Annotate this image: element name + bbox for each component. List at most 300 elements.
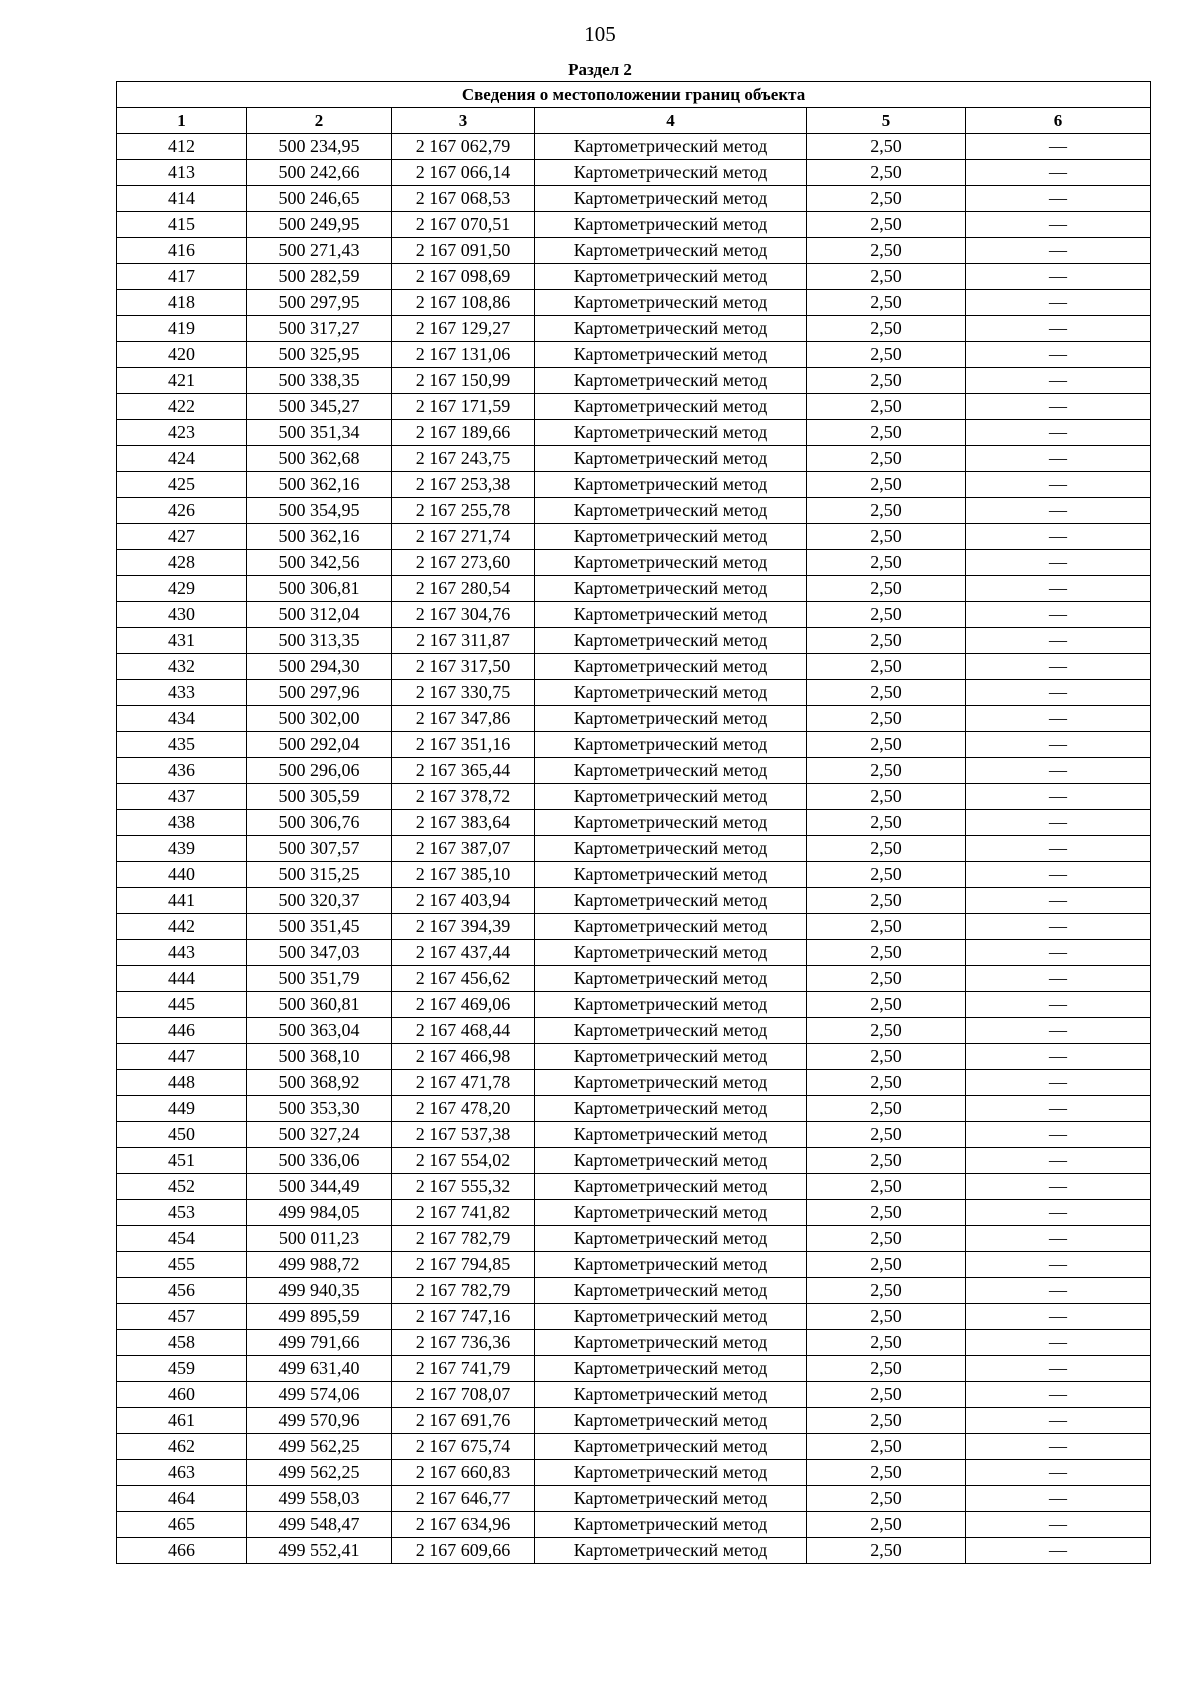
description-cell: — bbox=[966, 628, 1151, 654]
method-cell: Картометрический метод bbox=[535, 966, 807, 992]
accuracy-cell: 2,50 bbox=[807, 1044, 966, 1070]
point-number-cell: 466 bbox=[117, 1538, 247, 1564]
accuracy-cell: 2,50 bbox=[807, 1122, 966, 1148]
description-cell: — bbox=[966, 1226, 1151, 1252]
x-coordinate-cell: 500 271,43 bbox=[247, 238, 392, 264]
accuracy-cell: 2,50 bbox=[807, 238, 966, 264]
x-coordinate-cell: 500 297,95 bbox=[247, 290, 392, 316]
point-number-cell: 412 bbox=[117, 134, 247, 160]
y-coordinate-cell: 2 167 555,32 bbox=[392, 1174, 535, 1200]
table-row bbox=[117, 160, 1151, 186]
method-cell: Картометрический метод bbox=[535, 1512, 807, 1538]
point-number-cell: 439 bbox=[117, 836, 247, 862]
column-header: 4 bbox=[535, 108, 807, 134]
x-coordinate-cell: 500 315,25 bbox=[247, 862, 392, 888]
table-row bbox=[117, 1434, 1151, 1460]
description-cell: — bbox=[966, 1148, 1151, 1174]
method-cell: Картометрический метод bbox=[535, 1252, 807, 1278]
x-coordinate-cell: 500 292,04 bbox=[247, 732, 392, 758]
y-coordinate-cell: 2 167 317,50 bbox=[392, 654, 535, 680]
method-cell: Картометрический метод bbox=[535, 212, 807, 238]
table-row bbox=[117, 1356, 1151, 1382]
method-cell: Картометрический метод bbox=[535, 264, 807, 290]
table-row bbox=[117, 966, 1151, 992]
description-cell: — bbox=[966, 1278, 1151, 1304]
accuracy-cell: 2,50 bbox=[807, 1408, 966, 1434]
x-coordinate-cell: 500 368,10 bbox=[247, 1044, 392, 1070]
table-row bbox=[117, 888, 1151, 914]
table-row bbox=[117, 290, 1151, 316]
accuracy-cell: 2,50 bbox=[807, 394, 966, 420]
boundary-coordinates-table bbox=[116, 81, 1151, 1564]
y-coordinate-cell: 2 167 646,77 bbox=[392, 1486, 535, 1512]
x-coordinate-cell: 500 363,04 bbox=[247, 1018, 392, 1044]
description-cell: — bbox=[966, 1070, 1151, 1096]
method-cell: Картометрический метод bbox=[535, 680, 807, 706]
column-header: 1 bbox=[117, 108, 247, 134]
x-coordinate-cell: 500 351,45 bbox=[247, 914, 392, 940]
accuracy-cell: 2,50 bbox=[807, 160, 966, 186]
method-cell: Картометрический метод bbox=[535, 1382, 807, 1408]
accuracy-cell: 2,50 bbox=[807, 888, 966, 914]
point-number-cell: 464 bbox=[117, 1486, 247, 1512]
accuracy-cell: 2,50 bbox=[807, 1356, 966, 1382]
table-row bbox=[117, 1148, 1151, 1174]
table-row bbox=[117, 264, 1151, 290]
point-number-cell: 414 bbox=[117, 186, 247, 212]
y-coordinate-cell: 2 167 403,94 bbox=[392, 888, 535, 914]
method-cell: Картометрический метод bbox=[535, 1174, 807, 1200]
accuracy-cell: 2,50 bbox=[807, 524, 966, 550]
accuracy-cell: 2,50 bbox=[807, 1070, 966, 1096]
accuracy-cell: 2,50 bbox=[807, 810, 966, 836]
table-row bbox=[117, 1512, 1151, 1538]
accuracy-cell: 2,50 bbox=[807, 784, 966, 810]
accuracy-cell: 2,50 bbox=[807, 1512, 966, 1538]
x-coordinate-cell: 500 362,16 bbox=[247, 472, 392, 498]
point-number-cell: 416 bbox=[117, 238, 247, 264]
x-coordinate-cell: 499 562,25 bbox=[247, 1460, 392, 1486]
column-header: 2 bbox=[247, 108, 392, 134]
description-cell: — bbox=[966, 524, 1151, 550]
description-cell: — bbox=[966, 1018, 1151, 1044]
point-number-cell: 458 bbox=[117, 1330, 247, 1356]
page-number: 105 bbox=[584, 22, 616, 46]
description-cell: — bbox=[966, 212, 1151, 238]
y-coordinate-cell: 2 167 634,96 bbox=[392, 1512, 535, 1538]
table-row bbox=[117, 212, 1151, 238]
point-number-cell: 438 bbox=[117, 810, 247, 836]
table-row bbox=[117, 1304, 1151, 1330]
method-cell: Картометрический метод bbox=[535, 342, 807, 368]
y-coordinate-cell: 2 167 383,64 bbox=[392, 810, 535, 836]
accuracy-cell: 2,50 bbox=[807, 134, 966, 160]
method-cell: Картометрический метод bbox=[535, 316, 807, 342]
point-number-cell: 453 bbox=[117, 1200, 247, 1226]
y-coordinate-cell: 2 167 273,60 bbox=[392, 550, 535, 576]
description-cell: — bbox=[966, 446, 1151, 472]
y-coordinate-cell: 2 167 736,36 bbox=[392, 1330, 535, 1356]
x-coordinate-cell: 500 302,00 bbox=[247, 706, 392, 732]
accuracy-cell: 2,50 bbox=[807, 1460, 966, 1486]
point-number-cell: 462 bbox=[117, 1434, 247, 1460]
table-row bbox=[117, 134, 1151, 160]
accuracy-cell: 2,50 bbox=[807, 1538, 966, 1564]
y-coordinate-cell: 2 167 741,82 bbox=[392, 1200, 535, 1226]
accuracy-cell: 2,50 bbox=[807, 914, 966, 940]
column-header: 6 bbox=[966, 108, 1151, 134]
description-cell: — bbox=[966, 264, 1151, 290]
description-cell: — bbox=[966, 1096, 1151, 1122]
x-coordinate-cell: 500 344,49 bbox=[247, 1174, 392, 1200]
method-cell: Картометрический метод bbox=[535, 1304, 807, 1330]
accuracy-cell: 2,50 bbox=[807, 940, 966, 966]
x-coordinate-cell: 499 631,40 bbox=[247, 1356, 392, 1382]
method-cell: Картометрический метод bbox=[535, 1356, 807, 1382]
method-cell: Картометрический метод bbox=[535, 394, 807, 420]
x-coordinate-cell: 500 342,56 bbox=[247, 550, 392, 576]
point-number-cell: 436 bbox=[117, 758, 247, 784]
x-coordinate-cell: 500 307,57 bbox=[247, 836, 392, 862]
y-coordinate-cell: 2 167 468,44 bbox=[392, 1018, 535, 1044]
y-coordinate-cell: 2 167 347,86 bbox=[392, 706, 535, 732]
y-coordinate-cell: 2 167 068,53 bbox=[392, 186, 535, 212]
method-cell: Картометрический метод bbox=[535, 550, 807, 576]
method-cell: Картометрический метод bbox=[535, 1408, 807, 1434]
table-row bbox=[117, 1226, 1151, 1252]
y-coordinate-cell: 2 167 385,10 bbox=[392, 862, 535, 888]
method-cell: Картометрический метод bbox=[535, 576, 807, 602]
point-number-cell: 422 bbox=[117, 394, 247, 420]
point-number-cell: 423 bbox=[117, 420, 247, 446]
section-title: Раздел 2 bbox=[568, 60, 632, 79]
y-coordinate-cell: 2 167 387,07 bbox=[392, 836, 535, 862]
table-row bbox=[117, 1538, 1151, 1564]
table-row bbox=[117, 784, 1151, 810]
y-coordinate-cell: 2 167 108,86 bbox=[392, 290, 535, 316]
point-number-cell: 419 bbox=[117, 316, 247, 342]
method-cell: Картометрический метод bbox=[535, 862, 807, 888]
point-number-cell: 429 bbox=[117, 576, 247, 602]
y-coordinate-cell: 2 167 311,87 bbox=[392, 628, 535, 654]
description-cell: — bbox=[966, 966, 1151, 992]
description-cell: — bbox=[966, 940, 1151, 966]
x-coordinate-cell: 500 351,34 bbox=[247, 420, 392, 446]
method-cell: Картометрический метод bbox=[535, 1486, 807, 1512]
y-coordinate-cell: 2 167 378,72 bbox=[392, 784, 535, 810]
x-coordinate-cell: 500 249,95 bbox=[247, 212, 392, 238]
column-number-row bbox=[117, 108, 1151, 134]
method-cell: Картометрический метод bbox=[535, 1018, 807, 1044]
description-cell: — bbox=[966, 758, 1151, 784]
table-row bbox=[117, 472, 1151, 498]
x-coordinate-cell: 500 296,06 bbox=[247, 758, 392, 784]
x-coordinate-cell: 500 246,65 bbox=[247, 186, 392, 212]
point-number-cell: 418 bbox=[117, 290, 247, 316]
point-number-cell: 440 bbox=[117, 862, 247, 888]
method-cell: Картометрический метод bbox=[535, 1226, 807, 1252]
x-coordinate-cell: 500 354,95 bbox=[247, 498, 392, 524]
point-number-cell: 420 bbox=[117, 342, 247, 368]
description-cell: — bbox=[966, 1200, 1151, 1226]
method-cell: Картометрический метод bbox=[535, 1278, 807, 1304]
x-coordinate-cell: 500 297,96 bbox=[247, 680, 392, 706]
description-cell: — bbox=[966, 1460, 1151, 1486]
description-cell: — bbox=[966, 1434, 1151, 1460]
x-coordinate-cell: 499 940,35 bbox=[247, 1278, 392, 1304]
table-row bbox=[117, 1486, 1151, 1512]
description-cell: — bbox=[966, 888, 1151, 914]
description-cell: — bbox=[966, 784, 1151, 810]
x-coordinate-cell: 499 570,96 bbox=[247, 1408, 392, 1434]
y-coordinate-cell: 2 167 280,54 bbox=[392, 576, 535, 602]
table-row bbox=[117, 836, 1151, 862]
y-coordinate-cell: 2 167 304,76 bbox=[392, 602, 535, 628]
y-coordinate-cell: 2 167 456,62 bbox=[392, 966, 535, 992]
description-cell: — bbox=[966, 368, 1151, 394]
table-row bbox=[117, 758, 1151, 784]
accuracy-cell: 2,50 bbox=[807, 1434, 966, 1460]
accuracy-cell: 2,50 bbox=[807, 1200, 966, 1226]
y-coordinate-cell: 2 167 469,06 bbox=[392, 992, 535, 1018]
point-number-cell: 452 bbox=[117, 1174, 247, 1200]
y-coordinate-cell: 2 167 253,38 bbox=[392, 472, 535, 498]
point-number-cell: 442 bbox=[117, 914, 247, 940]
description-cell: — bbox=[966, 1408, 1151, 1434]
accuracy-cell: 2,50 bbox=[807, 498, 966, 524]
description-cell: — bbox=[966, 498, 1151, 524]
y-coordinate-cell: 2 167 471,78 bbox=[392, 1070, 535, 1096]
method-cell: Картометрический метод bbox=[535, 368, 807, 394]
x-coordinate-cell: 500 234,95 bbox=[247, 134, 392, 160]
y-coordinate-cell: 2 167 478,20 bbox=[392, 1096, 535, 1122]
y-coordinate-cell: 2 167 609,66 bbox=[392, 1538, 535, 1564]
point-number-cell: 456 bbox=[117, 1278, 247, 1304]
table-row bbox=[117, 446, 1151, 472]
accuracy-cell: 2,50 bbox=[807, 420, 966, 446]
table-row bbox=[117, 706, 1151, 732]
point-number-cell: 454 bbox=[117, 1226, 247, 1252]
point-number-cell: 461 bbox=[117, 1408, 247, 1434]
x-coordinate-cell: 500 345,27 bbox=[247, 394, 392, 420]
y-coordinate-cell: 2 167 537,38 bbox=[392, 1122, 535, 1148]
description-cell: — bbox=[966, 810, 1151, 836]
x-coordinate-cell: 500 242,66 bbox=[247, 160, 392, 186]
description-cell: — bbox=[966, 420, 1151, 446]
description-cell: — bbox=[966, 1330, 1151, 1356]
y-coordinate-cell: 2 167 365,44 bbox=[392, 758, 535, 784]
accuracy-cell: 2,50 bbox=[807, 186, 966, 212]
y-coordinate-cell: 2 167 098,69 bbox=[392, 264, 535, 290]
point-number-cell: 448 bbox=[117, 1070, 247, 1096]
description-cell: — bbox=[966, 394, 1151, 420]
method-cell: Картометрический метод bbox=[535, 1070, 807, 1096]
point-number-cell: 443 bbox=[117, 940, 247, 966]
description-cell: — bbox=[966, 550, 1151, 576]
x-coordinate-cell: 500 347,03 bbox=[247, 940, 392, 966]
table-row bbox=[117, 1096, 1151, 1122]
x-coordinate-cell: 499 548,47 bbox=[247, 1512, 392, 1538]
method-cell: Картометрический метод bbox=[535, 810, 807, 836]
x-coordinate-cell: 500 011,23 bbox=[247, 1226, 392, 1252]
accuracy-cell: 2,50 bbox=[807, 1018, 966, 1044]
method-cell: Картометрический метод bbox=[535, 992, 807, 1018]
accuracy-cell: 2,50 bbox=[807, 550, 966, 576]
accuracy-cell: 2,50 bbox=[807, 290, 966, 316]
description-cell: — bbox=[966, 1356, 1151, 1382]
point-number-cell: 430 bbox=[117, 602, 247, 628]
method-cell: Картометрический метод bbox=[535, 628, 807, 654]
x-coordinate-cell: 500 325,95 bbox=[247, 342, 392, 368]
method-cell: Картометрический метод bbox=[535, 914, 807, 940]
y-coordinate-cell: 2 167 330,75 bbox=[392, 680, 535, 706]
accuracy-cell: 2,50 bbox=[807, 212, 966, 238]
point-number-cell: 441 bbox=[117, 888, 247, 914]
table-row bbox=[117, 576, 1151, 602]
table-row bbox=[117, 368, 1151, 394]
description-cell: — bbox=[966, 992, 1151, 1018]
y-coordinate-cell: 2 167 129,27 bbox=[392, 316, 535, 342]
x-coordinate-cell: 499 791,66 bbox=[247, 1330, 392, 1356]
point-number-cell: 437 bbox=[117, 784, 247, 810]
x-coordinate-cell: 500 294,30 bbox=[247, 654, 392, 680]
x-coordinate-cell: 500 305,59 bbox=[247, 784, 392, 810]
method-cell: Картометрический метод bbox=[535, 238, 807, 264]
x-coordinate-cell: 499 574,06 bbox=[247, 1382, 392, 1408]
y-coordinate-cell: 2 167 070,51 bbox=[392, 212, 535, 238]
method-cell: Картометрический метод bbox=[535, 498, 807, 524]
x-coordinate-cell: 500 362,68 bbox=[247, 446, 392, 472]
point-number-cell: 417 bbox=[117, 264, 247, 290]
x-coordinate-cell: 500 353,30 bbox=[247, 1096, 392, 1122]
description-cell: — bbox=[966, 238, 1151, 264]
accuracy-cell: 2,50 bbox=[807, 758, 966, 784]
method-cell: Картометрический метод bbox=[535, 1122, 807, 1148]
description-cell: — bbox=[966, 1174, 1151, 1200]
y-coordinate-cell: 2 167 255,78 bbox=[392, 498, 535, 524]
description-cell: — bbox=[966, 1304, 1151, 1330]
accuracy-cell: 2,50 bbox=[807, 732, 966, 758]
description-cell: — bbox=[966, 654, 1151, 680]
method-cell: Картометрический метод bbox=[535, 134, 807, 160]
description-cell: — bbox=[966, 342, 1151, 368]
x-coordinate-cell: 499 984,05 bbox=[247, 1200, 392, 1226]
description-cell: — bbox=[966, 1044, 1151, 1070]
x-coordinate-cell: 500 327,24 bbox=[247, 1122, 392, 1148]
table-row bbox=[117, 810, 1151, 836]
y-coordinate-cell: 2 167 066,14 bbox=[392, 160, 535, 186]
x-coordinate-cell: 500 317,27 bbox=[247, 316, 392, 342]
y-coordinate-cell: 2 167 091,50 bbox=[392, 238, 535, 264]
y-coordinate-cell: 2 167 062,79 bbox=[392, 134, 535, 160]
method-cell: Картометрический метод bbox=[535, 888, 807, 914]
table-row bbox=[117, 1278, 1151, 1304]
accuracy-cell: 2,50 bbox=[807, 680, 966, 706]
x-coordinate-cell: 500 320,37 bbox=[247, 888, 392, 914]
accuracy-cell: 2,50 bbox=[807, 602, 966, 628]
accuracy-cell: 2,50 bbox=[807, 368, 966, 394]
point-number-cell: 433 bbox=[117, 680, 247, 706]
table-caption: Сведения о местоположении границ объекта bbox=[117, 82, 1151, 108]
description-cell: — bbox=[966, 1538, 1151, 1564]
point-number-cell: 428 bbox=[117, 550, 247, 576]
accuracy-cell: 2,50 bbox=[807, 862, 966, 888]
point-number-cell: 445 bbox=[117, 992, 247, 1018]
description-cell: — bbox=[966, 836, 1151, 862]
table-row bbox=[117, 342, 1151, 368]
x-coordinate-cell: 499 988,72 bbox=[247, 1252, 392, 1278]
description-cell: — bbox=[966, 602, 1151, 628]
accuracy-cell: 2,50 bbox=[807, 472, 966, 498]
x-coordinate-cell: 500 351,79 bbox=[247, 966, 392, 992]
method-cell: Картометрический метод bbox=[535, 706, 807, 732]
accuracy-cell: 2,50 bbox=[807, 576, 966, 602]
y-coordinate-cell: 2 167 782,79 bbox=[392, 1278, 535, 1304]
description-cell: — bbox=[966, 862, 1151, 888]
method-cell: Картометрический метод bbox=[535, 160, 807, 186]
description-cell: — bbox=[966, 914, 1151, 940]
table-row bbox=[117, 1330, 1151, 1356]
y-coordinate-cell: 2 167 243,75 bbox=[392, 446, 535, 472]
x-coordinate-cell: 500 368,92 bbox=[247, 1070, 392, 1096]
point-number-cell: 447 bbox=[117, 1044, 247, 1070]
table-row bbox=[117, 602, 1151, 628]
accuracy-cell: 2,50 bbox=[807, 342, 966, 368]
table-row bbox=[117, 1200, 1151, 1226]
description-cell: — bbox=[966, 1486, 1151, 1512]
method-cell: Картометрический метод bbox=[535, 654, 807, 680]
y-coordinate-cell: 2 167 351,16 bbox=[392, 732, 535, 758]
y-coordinate-cell: 2 167 691,76 bbox=[392, 1408, 535, 1434]
method-cell: Картометрический метод bbox=[535, 420, 807, 446]
point-number-cell: 463 bbox=[117, 1460, 247, 1486]
point-number-cell: 413 bbox=[117, 160, 247, 186]
method-cell: Картометрический метод bbox=[535, 940, 807, 966]
table-row bbox=[117, 550, 1151, 576]
table-row bbox=[117, 1382, 1151, 1408]
description-cell: — bbox=[966, 1122, 1151, 1148]
accuracy-cell: 2,50 bbox=[807, 446, 966, 472]
table-row bbox=[117, 524, 1151, 550]
description-cell: — bbox=[966, 732, 1151, 758]
y-coordinate-cell: 2 167 131,06 bbox=[392, 342, 535, 368]
table-body bbox=[117, 134, 1151, 1564]
point-number-cell: 459 bbox=[117, 1356, 247, 1382]
method-cell: Картометрический метод bbox=[535, 1200, 807, 1226]
table-row bbox=[117, 1070, 1151, 1096]
point-number-cell: 465 bbox=[117, 1512, 247, 1538]
point-number-cell: 431 bbox=[117, 628, 247, 654]
table-row bbox=[117, 498, 1151, 524]
table-row bbox=[117, 238, 1151, 264]
y-coordinate-cell: 2 167 741,79 bbox=[392, 1356, 535, 1382]
accuracy-cell: 2,50 bbox=[807, 1278, 966, 1304]
x-coordinate-cell: 500 362,16 bbox=[247, 524, 392, 550]
table-row bbox=[117, 1174, 1151, 1200]
description-cell: — bbox=[966, 706, 1151, 732]
table-row bbox=[117, 1018, 1151, 1044]
y-coordinate-cell: 2 167 437,44 bbox=[392, 940, 535, 966]
x-coordinate-cell: 500 313,35 bbox=[247, 628, 392, 654]
point-number-cell: 415 bbox=[117, 212, 247, 238]
description-cell: — bbox=[966, 316, 1151, 342]
method-cell: Картометрический метод bbox=[535, 758, 807, 784]
y-coordinate-cell: 2 167 189,66 bbox=[392, 420, 535, 446]
x-coordinate-cell: 499 558,03 bbox=[247, 1486, 392, 1512]
table-row bbox=[117, 186, 1151, 212]
table-row bbox=[117, 628, 1151, 654]
method-cell: Картометрический метод bbox=[535, 446, 807, 472]
